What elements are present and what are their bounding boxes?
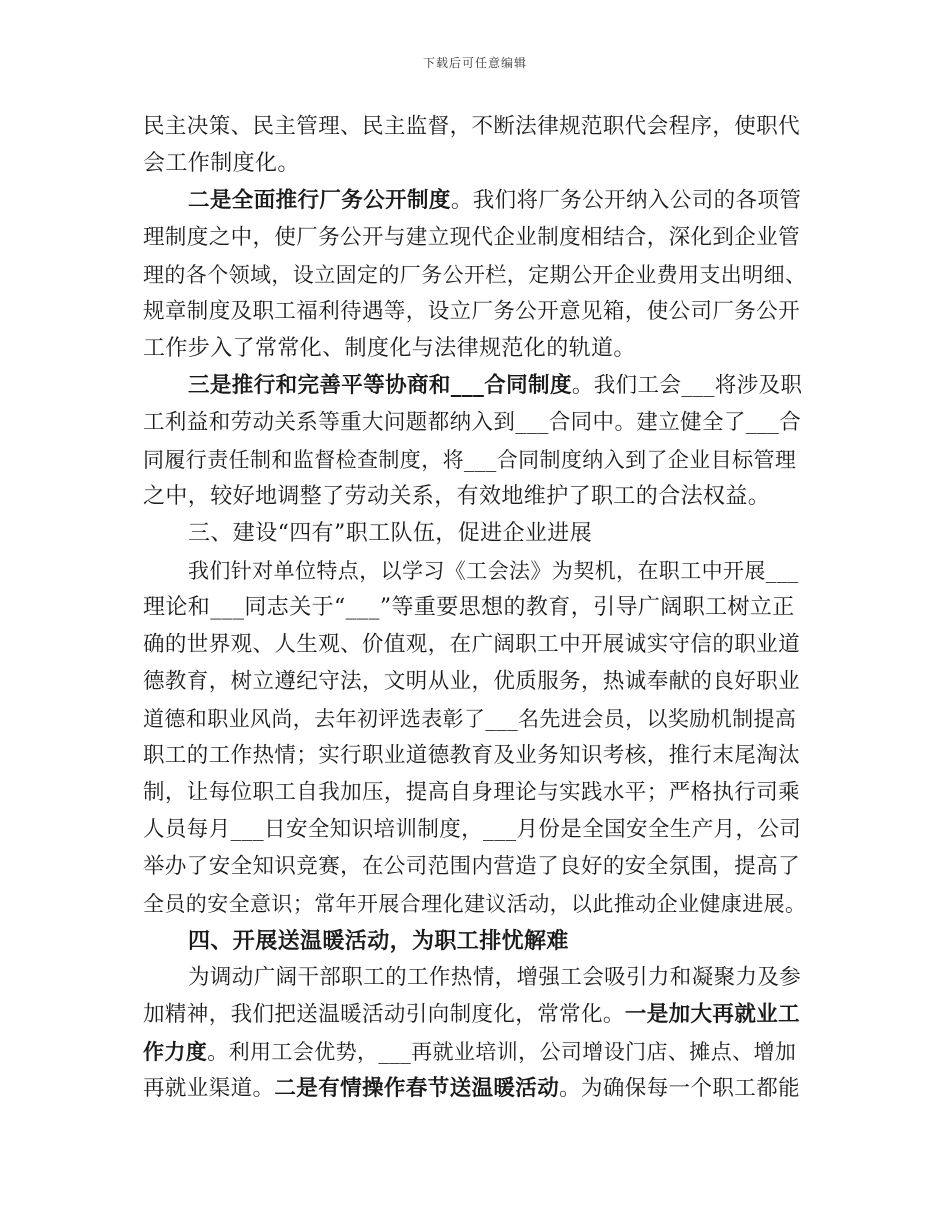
text-line: 工利益和劳动关系等重大问题都纳入到___合同中。建立健全了___合 xyxy=(143,410,802,435)
bold-lead: 二是有情操作春节送温暖活动 xyxy=(274,1076,560,1101)
text-line: 二是全面推行厂务公开制度。我们将厂务公开纳入公司的各项管 xyxy=(188,188,802,213)
text-line: 理制度之中，使厂务公开与建立现代企业制度相结合，深化到企业管 xyxy=(143,225,801,250)
text-line: 之中，较好地调整了劳动关系，有效地维护了职工的合法权益。 xyxy=(143,484,771,509)
text-line: 三是推行和完善平等协商和___合同制度。我们工会___将涉及职 xyxy=(188,373,803,398)
bold-lead: 二是全面推行厂务公开制度 xyxy=(188,188,451,213)
bold-lead: 三是推行和完善平等协商和___合同制度 xyxy=(188,373,572,398)
text-line: 全员的安全意识；常年开展合理化建议活动，以此推动企业健康进展。 xyxy=(143,892,807,916)
text-line: 人员每月___日安全知识培训制度，___月份是全国安全生产月，公司 xyxy=(143,817,802,842)
section-heading: 三、建设“四有”职工队伍，促进企业进展 xyxy=(188,521,593,546)
section-heading: 四、开展送温暖活动，为职工排忧解难 xyxy=(188,928,569,954)
text-line: 规章制度及职工福利待遇等，设立厂务公开意见箱，使公司厂务公开 xyxy=(143,299,801,324)
text-line: 同履行责任制和监督检查制度，将___合同制度纳入到了企业目标管理 xyxy=(143,448,797,472)
text-line: 会工作制度化。 xyxy=(143,151,300,176)
text-line: 道德和职业风尚，去年初评选表彰了___名先进会员，以奖励机制提高 xyxy=(143,707,797,731)
text-line: 我们针对单位特点，以学习《工会法》为契机，在职工中开展___ xyxy=(188,559,799,583)
text-line: 理的各个领域，设立固定的厂务公开栏，定期公开企业费用支出明细、 xyxy=(143,263,807,287)
text-line: 举办了安全知识竞赛，在公司范围内营造了良好的安全氛围，提高了 xyxy=(143,854,801,879)
text-line: 德教育，树立遵纪守法，文明从业，优质服务，热诚奉献的良好职业 xyxy=(143,669,801,694)
bold-lead: 作力度 xyxy=(143,1039,208,1064)
bold-lead: 一是加大再就业工 xyxy=(624,1002,801,1027)
text-line: 再就业渠道。二是有情操作春节送温暖活动。为确保每一个职工都能 xyxy=(143,1076,801,1101)
text-line: 为调动广阔干部职工的工作热情，增强工会吸引力和凝聚力及参 xyxy=(188,965,802,990)
text-line: 工作步入了常常化、制度化与法律规范化的轨道。 xyxy=(143,336,636,361)
text-line: 职工的工作热情；实行职业道德教育及业务知识考核，推行末尾淘汰 xyxy=(143,743,801,768)
text-line: 加精神，我们把送温暖活动引向制度化，常常化。一是加大再就业工 xyxy=(143,1002,801,1027)
page-header: 下载后可任意编辑 xyxy=(422,56,527,70)
text-line: 民主决策、民主管理、民主监督，不断法律规范职代会程序，使职代 xyxy=(143,114,801,139)
text-line: 制，让每位职工自我加压，提高自身理论与实践水平；严格执行司乘 xyxy=(143,780,801,805)
text-line: 作力度。利用工会优势，___再就业培训，公司增设门店、摊点、增加 xyxy=(143,1039,797,1064)
text-line: 理论和___同志关于“___”等重要思想的教育，引导广阔职工树立正 xyxy=(143,595,795,620)
text-line: 确的世界观、人生观、价值观，在广阔职工中开展诚实守信的职业道 xyxy=(143,632,801,657)
